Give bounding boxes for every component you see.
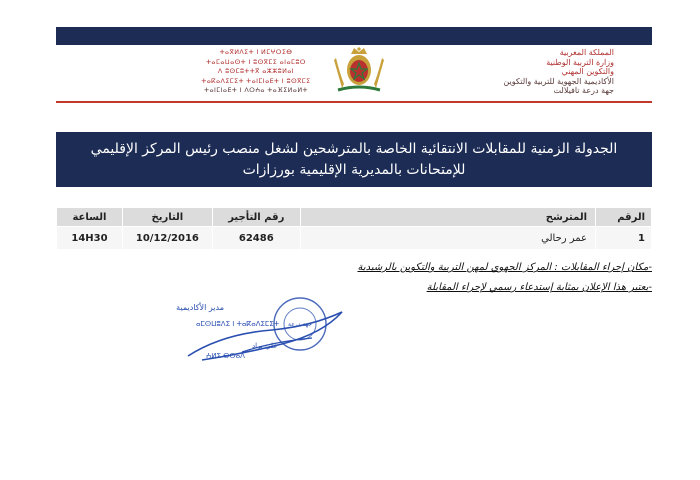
header-red-rule [56, 101, 652, 103]
table-header-row [57, 208, 652, 227]
tifinagh-line: ⵜⴰⵏⵎⵏⴰⴹⵜ ⵏ ⴷⵔⵄⴰ ⵜⴰⴼⵉⵍⴰⵍⵜ [204, 86, 308, 95]
tifinagh-line: ⵜⴰⴽⴰⴷⵉⵎⵉⵜ ⵜⴰⵏⵎⵏⴰⴹⵜ ⵏ ⵓⵙⴳⵎⵉ [201, 76, 311, 85]
note-convocation: -يعتبر هذا الإعلان بمثابة إستدعاء رسمي لإجراء المقابلة [426, 282, 652, 293]
moroccan-coat-of-arms-emblem-icon [330, 44, 388, 96]
stamp-tifinagh-name: ⵄⵍⵉ ⴱⵔⴰⴷ [206, 352, 245, 360]
header-top-band [56, 27, 652, 45]
note-location: -مكان إجراء المقابلات : المركز الجهوي لمهن التربية والتكوين بالرشيدية [357, 262, 652, 273]
stamp-title: مدير الأكاديمية [176, 303, 224, 312]
cell-date: 10/12/2016 [122, 227, 212, 250]
tifinagh-line: ⵜⴰⴳⵍⴷⵉⵜ ⵏ ⵍⵎⵖⵔⵉⴱ [219, 48, 293, 56]
tifinagh-line: ⴷ ⵓⵙⵎⵓⵜⵜⴳ ⴰⵣⵣⵓⵍⴰⵏ [217, 67, 295, 76]
cell-candidate: عمر رحالي [300, 227, 595, 250]
title-line-2: للإمتحانات بالمديرية الإقليمية بورزازات [242, 161, 466, 178]
document-title [56, 132, 652, 187]
table-row [57, 227, 652, 250]
stamp-name: علي براد [252, 342, 278, 350]
cell-number: 1 [596, 227, 652, 250]
arabic-line: جهة درعة تافيلالت [553, 86, 614, 96]
official-stamp-signature [176, 294, 352, 366]
arabic-line: والتكوين المهني [561, 67, 614, 77]
notes [132, 258, 652, 298]
header-number: الرقم [596, 208, 652, 227]
letterhead-arabic [444, 48, 614, 96]
arabic-line: المملكة المغربية [559, 48, 614, 57]
cell-registration: 62486 [212, 227, 300, 250]
header-candidate: المترشح [300, 208, 595, 227]
title-line-1: الجدولة الزمنية للمقابلات الانتقائية الخاصة بالمترشحين لشغل منصب رئيس المركز الإقليمي [90, 140, 618, 157]
cell-time: 14H30 [57, 227, 123, 250]
header-date: التاريخ [122, 208, 212, 227]
arabic-line: الأكاديمية الجهوية للتربية والتكوين [503, 76, 614, 86]
stamp-center: جهة درعة [288, 321, 312, 328]
arabic-line: وزارة التربية الوطنية [546, 57, 614, 67]
stamp-tifinagh: ⴰⵎⵙⵡⵓⴷⵉ ⵏ ⵜⴰⴽⴰⴷⵉⵎⵉⵜ [196, 320, 280, 328]
tifinagh-line: ⵜⴰⵎⴰⵡⴰⵙⵜ ⵏ ⵓⵙⴳⵎⵉ ⴰⵏⴰⵎⵓⵔ [206, 57, 306, 66]
letterhead-tifinagh [186, 48, 326, 96]
header-time: الساعة [57, 208, 123, 227]
header-registration: رقم التأجير [212, 208, 300, 227]
schedule-table [56, 207, 652, 250]
